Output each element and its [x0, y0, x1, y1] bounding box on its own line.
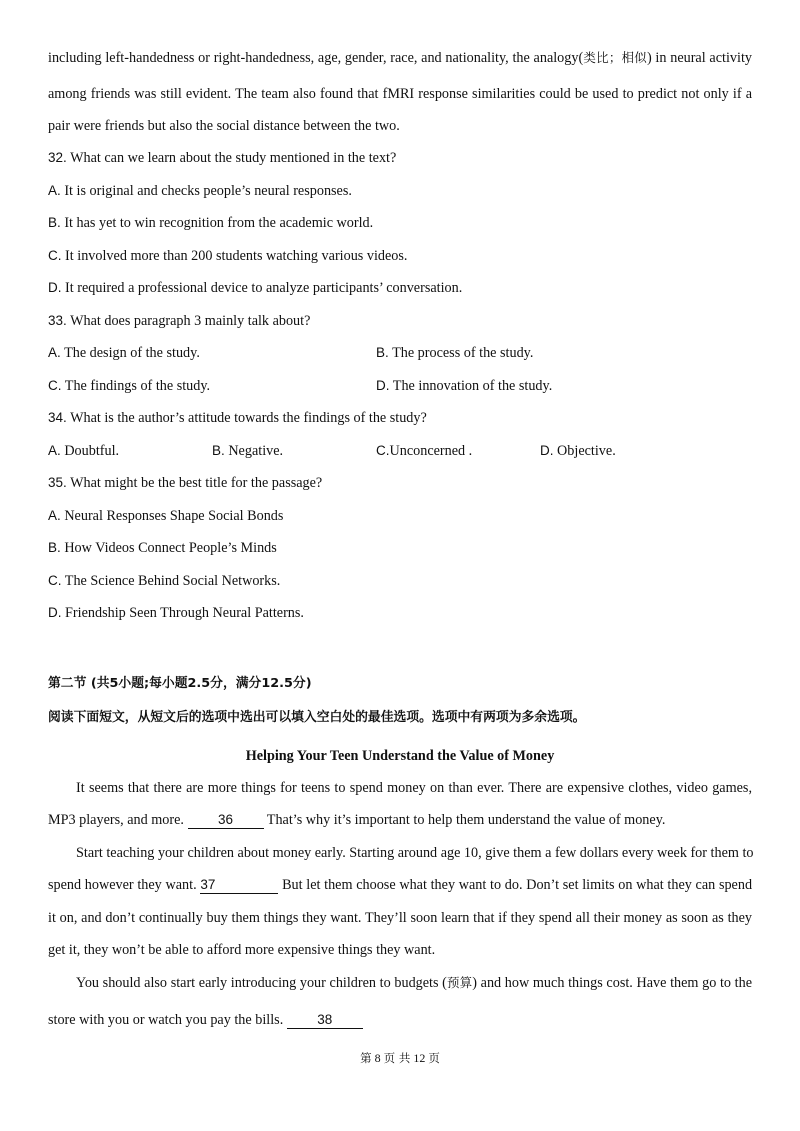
option-text: Unconcerned .: [389, 443, 473, 459]
option-letter: A.: [48, 443, 61, 458]
option-letter: C.: [48, 573, 62, 588]
passage-p3-line1: [48, 973, 752, 993]
option-letter: C.: [376, 443, 390, 458]
passage-p2-line4: get it, they won’t be able to afford more expensive things they want.: [48, 942, 436, 958]
intro-line-2: among friends was still evident. The team also found that fMRI response similarities could be used to predict not only if a: [48, 86, 752, 102]
option-text: The innovation of the study.: [392, 378, 553, 394]
passage-p2-line2: [48, 875, 752, 895]
option-letter: B.: [48, 540, 61, 555]
option-letter: A.: [48, 345, 61, 360]
question-33: [48, 311, 752, 331]
option-35-a[interactable]: [48, 506, 752, 526]
option-text: Negative.: [228, 443, 284, 459]
option-text: Friendship Seen Through Neural Patterns.: [65, 605, 304, 621]
option-letter: C.: [48, 378, 62, 393]
passage-p1-line2: [48, 810, 752, 830]
question-text: What can we learn about the study mentioned in the text?: [70, 150, 397, 166]
passage-text: You should also start early introducing your children to budgets (: [76, 975, 447, 991]
passage-chinese-gloss: 预算: [446, 975, 473, 990]
option-letter: D.: [48, 605, 62, 620]
option-34-b[interactable]: [212, 441, 283, 461]
option-35-d[interactable]: [48, 603, 752, 623]
passage-title: Helping Your Teen Understand the Value of Money: [245, 748, 555, 764]
blank-37[interactable]: 37: [200, 877, 278, 894]
option-33-a[interactable]: [48, 343, 200, 363]
passage-p2-line1: Start teaching your children about money early. Starting around age 10, give them a few dollars every week for them to: [76, 845, 754, 861]
option-text: It has yet to win recognition from the academic world.: [64, 215, 374, 231]
option-32-d[interactable]: [48, 278, 752, 298]
option-33-c[interactable]: [48, 376, 210, 396]
option-33-b[interactable]: [376, 343, 533, 363]
option-34-a[interactable]: [48, 441, 119, 461]
option-text: The Science Behind Social Networks.: [64, 573, 281, 589]
question-34: [48, 408, 752, 428]
passage-text: That’s why it’s important to help them understand the value of money.: [266, 812, 666, 828]
passage-text: MP3 players, and more.: [48, 812, 184, 828]
footer-text: 页: [428, 1051, 440, 1065]
page-footer: [0, 1050, 800, 1066]
page-number: 8: [374, 1051, 381, 1065]
option-text: The design of the study.: [64, 345, 200, 361]
question-number: 32.: [48, 150, 67, 165]
question-35: [48, 473, 752, 493]
option-33-d[interactable]: [376, 376, 552, 396]
option-text: The process of the study.: [392, 345, 534, 361]
option-letter: B.: [376, 345, 389, 360]
option-34-d[interactable]: [540, 441, 616, 461]
option-text: How Videos Connect People’s Minds: [64, 540, 277, 556]
intro-line-3: pair were friends but also the social distance between the two.: [48, 118, 400, 134]
passage-p1-line1: It seems that there are more things for teens to spend money on than ever. There are expensive clothes, video games,: [76, 780, 752, 796]
page-total: 12: [413, 1051, 426, 1065]
blank-38[interactable]: 38: [287, 1012, 363, 1029]
question-text: What might be the best title for the passage?: [70, 475, 323, 491]
option-text: Doubtful.: [64, 443, 120, 459]
question-number: 35.: [48, 475, 67, 490]
option-text: It required a professional device to analyze participants’ conversation.: [65, 280, 463, 296]
passage-p3-line2: [48, 1010, 752, 1030]
option-letter: A.: [48, 508, 61, 523]
footer-text: 页 共: [383, 1051, 411, 1065]
footer-text: 第: [360, 1051, 372, 1065]
intro-text: ) in neural activity: [646, 50, 752, 66]
option-32-c[interactable]: [48, 246, 752, 266]
option-35-b[interactable]: [48, 538, 752, 558]
option-letter: A.: [48, 183, 61, 198]
intro-chinese-gloss: 类比；相似: [583, 50, 647, 65]
option-32-a[interactable]: [48, 181, 752, 201]
option-letter: B.: [48, 215, 61, 230]
blank-36[interactable]: 36: [188, 812, 264, 829]
option-letter: C.: [48, 248, 62, 263]
option-text: It is original and checks people’s neural responses.: [64, 183, 352, 199]
passage-text: spend however they want.: [48, 877, 197, 893]
question-text: What is the author’s attitude towards the findings of the study?: [70, 410, 427, 426]
option-35-c[interactable]: [48, 571, 752, 591]
option-text: Neural Responses Shape Social Bonds: [64, 508, 284, 524]
section-heading: 第二节 (共5小题;每小题2.5分，满分12.5分): [48, 676, 312, 691]
option-text: The findings of the study.: [64, 378, 211, 394]
question-32: [48, 148, 752, 168]
option-letter: D.: [48, 280, 62, 295]
option-letter: D.: [376, 378, 390, 393]
question-text: What does paragraph 3 mainly talk about?: [70, 313, 311, 329]
intro-text: including left-handedness or right-handedness, age, gender, race, and nationality, the analogy(: [48, 50, 584, 66]
option-32-b[interactable]: [48, 213, 752, 233]
passage-text: But let them choose what they want to do. Don’t set limits on what they can spend: [282, 877, 753, 893]
option-letter: D.: [540, 443, 554, 458]
option-text: It involved more than 200 students watching various videos.: [65, 248, 408, 264]
option-34-c[interactable]: [376, 441, 472, 461]
passage-text: ) and how much things cost. Have them go to the: [472, 975, 752, 991]
passage-p2-line3: it on, and don’t continually buy them things they want. They’ll soon learn that if they spend all their money as soon as they: [48, 910, 752, 926]
option-letter: B.: [212, 443, 225, 458]
section-instruction: 阅读下面短文，从短文后的选项中选出可以填入空白处的最佳选项。选项中有两项为多余选项。: [48, 710, 586, 725]
question-number: 34.: [48, 410, 67, 425]
question-number: 33.: [48, 313, 67, 328]
intro-line-1: [48, 48, 752, 68]
option-text: Objective.: [557, 443, 616, 459]
passage-text: store with you or watch you pay the bills.: [48, 1012, 284, 1028]
